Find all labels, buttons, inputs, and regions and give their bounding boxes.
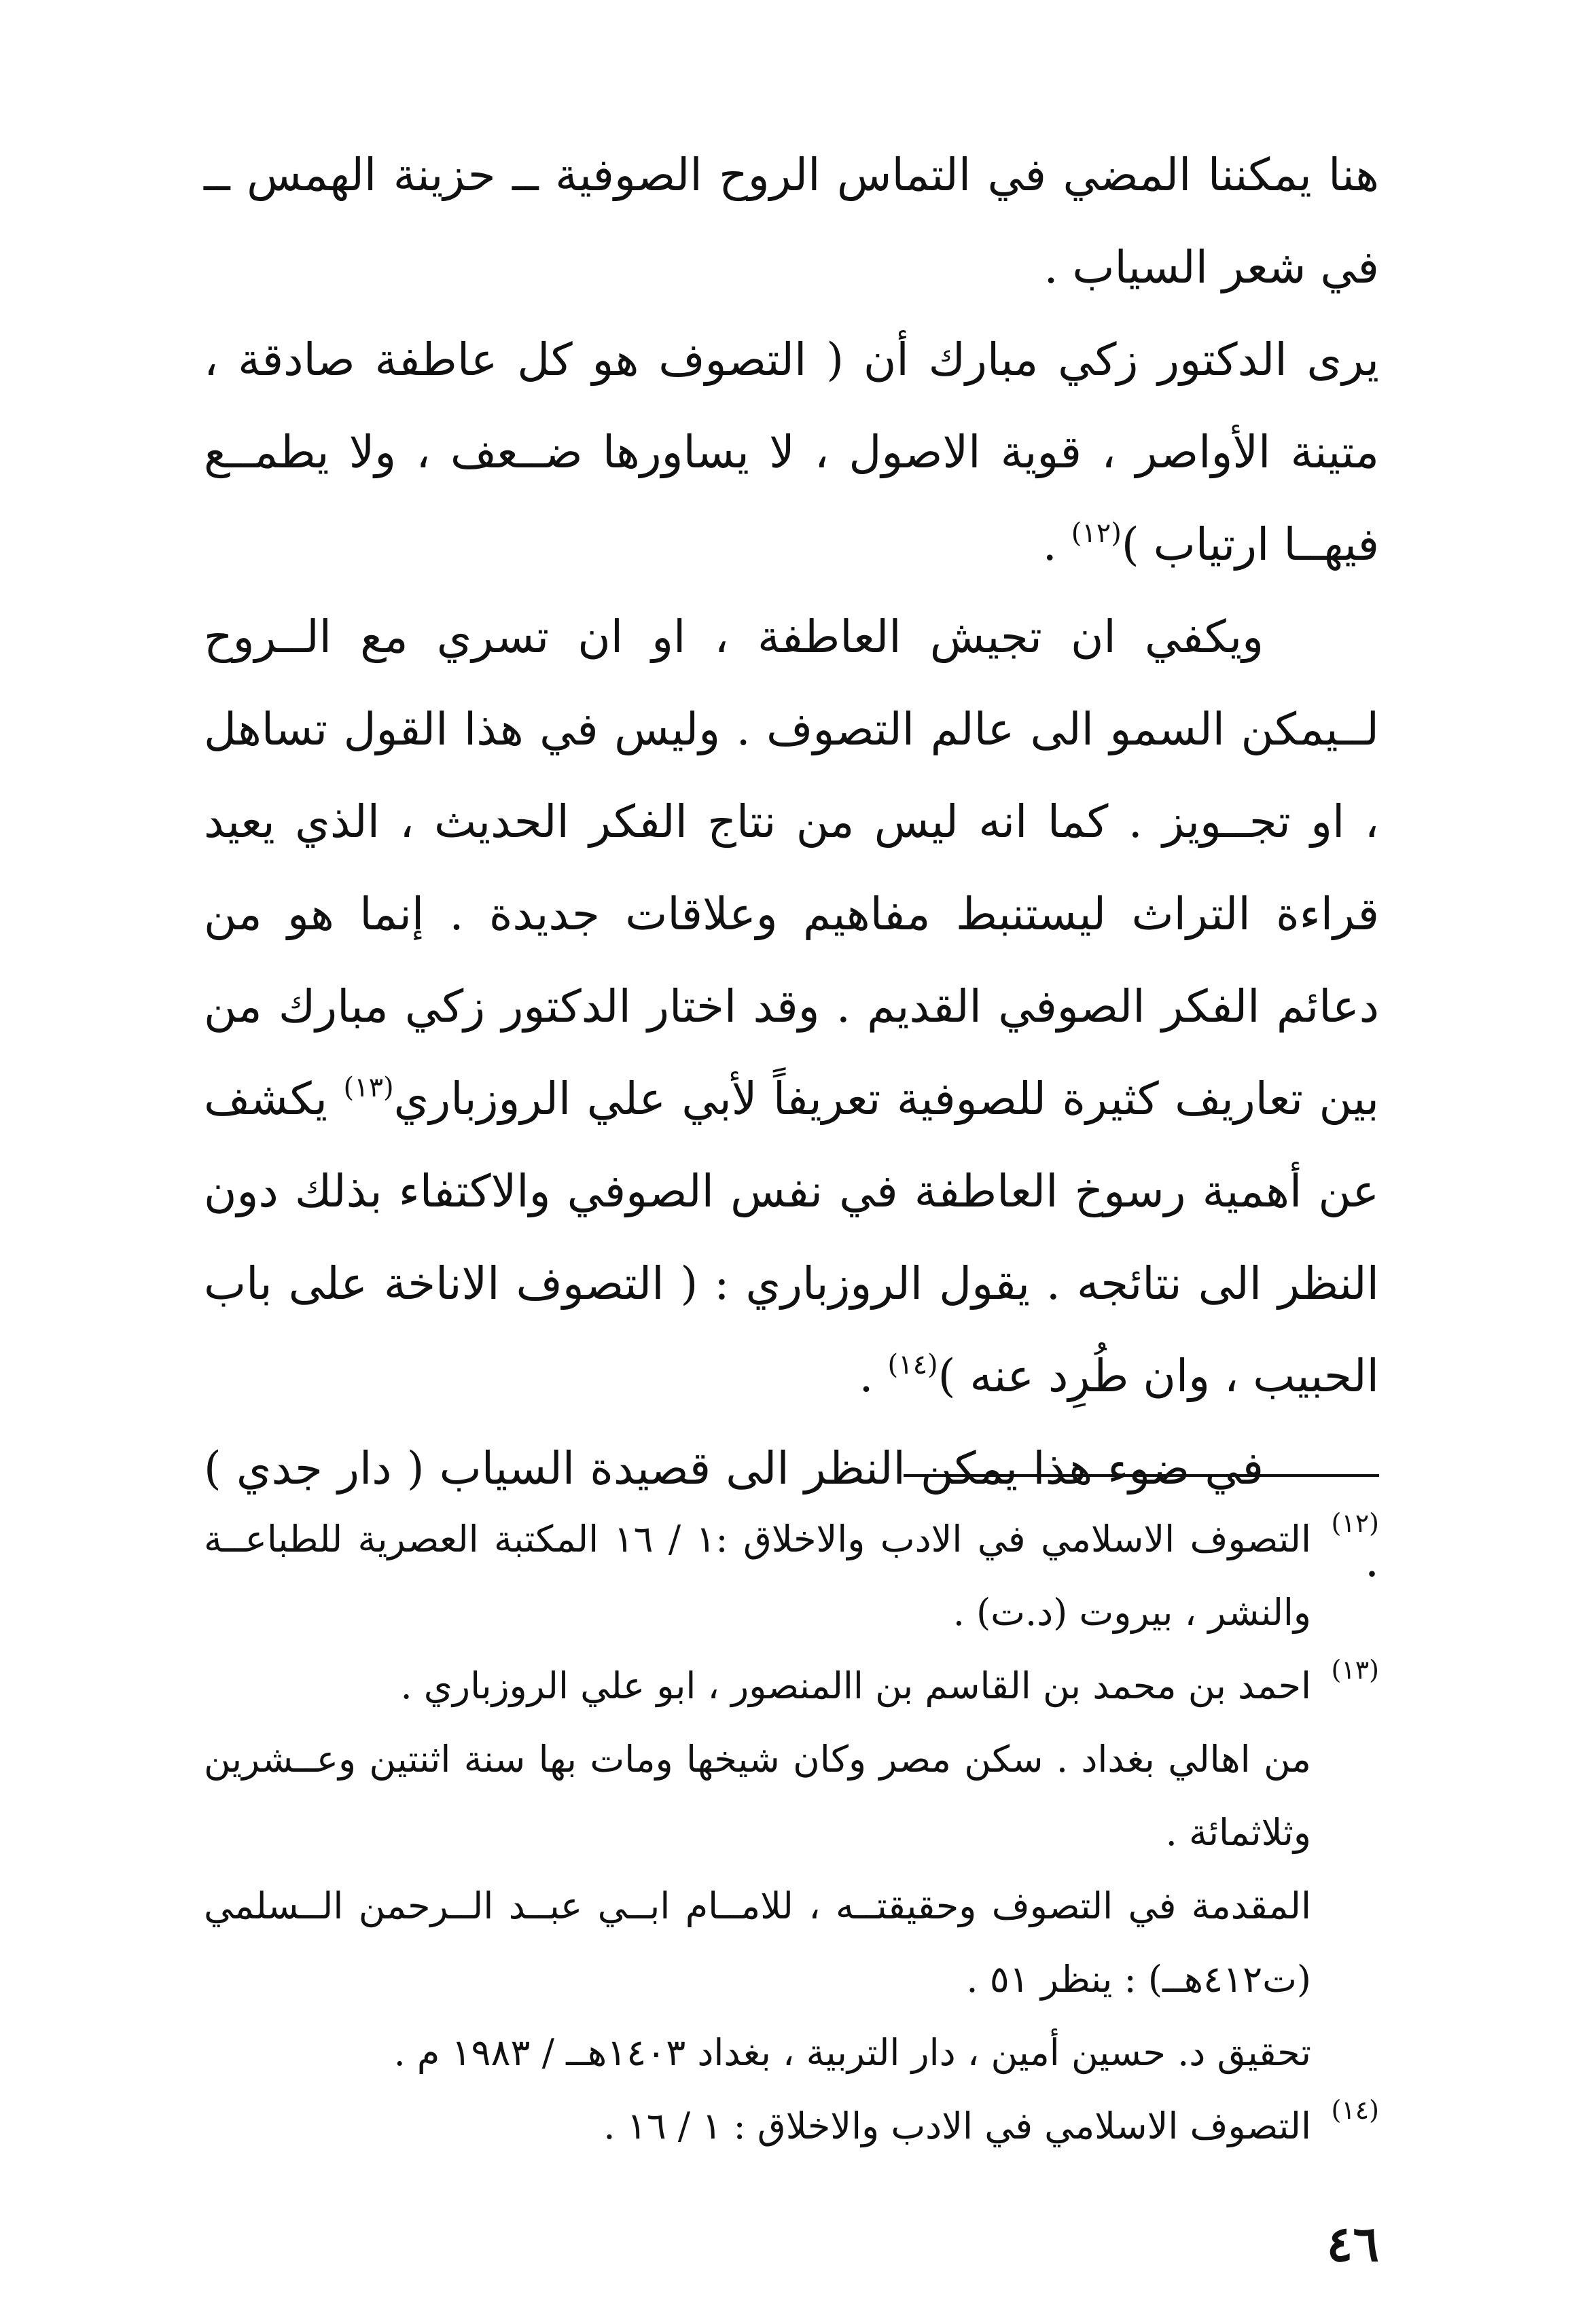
footnote-number-12: (١٢)	[1331, 1508, 1379, 1538]
paragraph-3-text-a: ويكفي ان تجيش العاطفة ، او ان تسري مع الــروح لــيمكن السمو الى عالم التصوف . وليس في هذا القول تساهل ، او تجــويز . كما انه ليس من نتاج الفكر الحديث ، الذي يعيد قراءة التراث ليستنبط مفاهيم وعلاقات جديدة . إنما هو من دعائم الفكر الصوفي القديم . وقد اختار الدكتور زكي مبارك من بين تعاريف كثيرة للصوفية تعريفاً لأبي علي الروزباري	[204, 611, 1379, 1125]
footnotes-section	[204, 1503, 1379, 2163]
paragraph-3	[204, 591, 1379, 1423]
footnote-14-line-1: التصوف الاسلامي في الادب والاخلاق : ١ / ١٦ .	[603, 2105, 1311, 2147]
paragraph-3-end: .	[859, 1350, 888, 1402]
footnote-13	[204, 1649, 1379, 2090]
footnote-12	[204, 1503, 1379, 1649]
footnote-separator	[904, 1474, 1379, 1477]
footnote-12-line-1: التصوف الاسلامي في الادب والاخلاق :١ / ١٦ المكتبة العصرية للطباعــة والنشر ، بيروت (د.ت) .	[204, 1518, 1311, 1634]
paragraph-2-text: يرى الدكتور زكي مبارك أن ( التصوف هو كل عاطفة صادقة ، متينة الأواصر ، قوية الاصول ، لا يساورها ضــعف ، ولا يطمــع فيهــا ارتياب )	[204, 334, 1379, 571]
footnote-ref-12[interactable]: (١٢)	[1071, 518, 1122, 549]
footnote-13-line-2: من اهالي بغداد . سكن مصر وكان شيخها ومات بها سنة اثنتين وعــشرين وثلاثمائة .	[204, 1738, 1311, 1854]
page-number: ٤٦	[1326, 2215, 1379, 2272]
footnote-14	[204, 2090, 1379, 2163]
footnote-number-13: (١٣)	[1331, 1655, 1379, 1685]
paragraph-4: في ضوء هذا يمكن النظر الى قصيدة السياب ( دار جدي ) .	[204, 1442, 1379, 1587]
footnote-number-14: (١٤)	[1331, 2095, 1379, 2125]
footnote-ref-13[interactable]: (١٣)	[343, 1072, 394, 1103]
paragraph-2	[204, 314, 1379, 591]
footnote-13-line-4: تحقيق د. حسين أمين ، دار التربية ، بغداد ١٤٠٣هــ / ١٩٨٣ م .	[393, 2031, 1311, 2074]
paragraph-2-end: .	[1042, 518, 1071, 571]
footnote-13-line-1: احمد بن محمد بن القاسم بن االمنصور ، ابو علي الروزباري .	[400, 1664, 1311, 1707]
main-text	[204, 129, 1379, 1607]
paragraph-3-text-b: يكشف عن أهمية رسوخ العاطفة في نفس الصوفي والاكتفاء بذلك دون النظر الى نتائجه . يقول الروزباري : ( التصوف الاناخة على باب الحبيب ، وان طُرِد عنه )	[204, 1073, 1379, 1402]
footnote-ref-14[interactable]: (١٤)	[887, 1349, 938, 1380]
paragraph-1: هنا يمكننا المضي في التماس الروح الصوفية ــ حزينة الهمس ــ في شعر السياب .	[204, 149, 1379, 293]
footnote-13-line-3: المقدمة في التصوف وحقيقتــه ، للامــام ابــي عبــد الــرحمن الــسلمي (ت٤١٢هــ) : ينظر ٥١ .	[204, 1884, 1311, 2001]
